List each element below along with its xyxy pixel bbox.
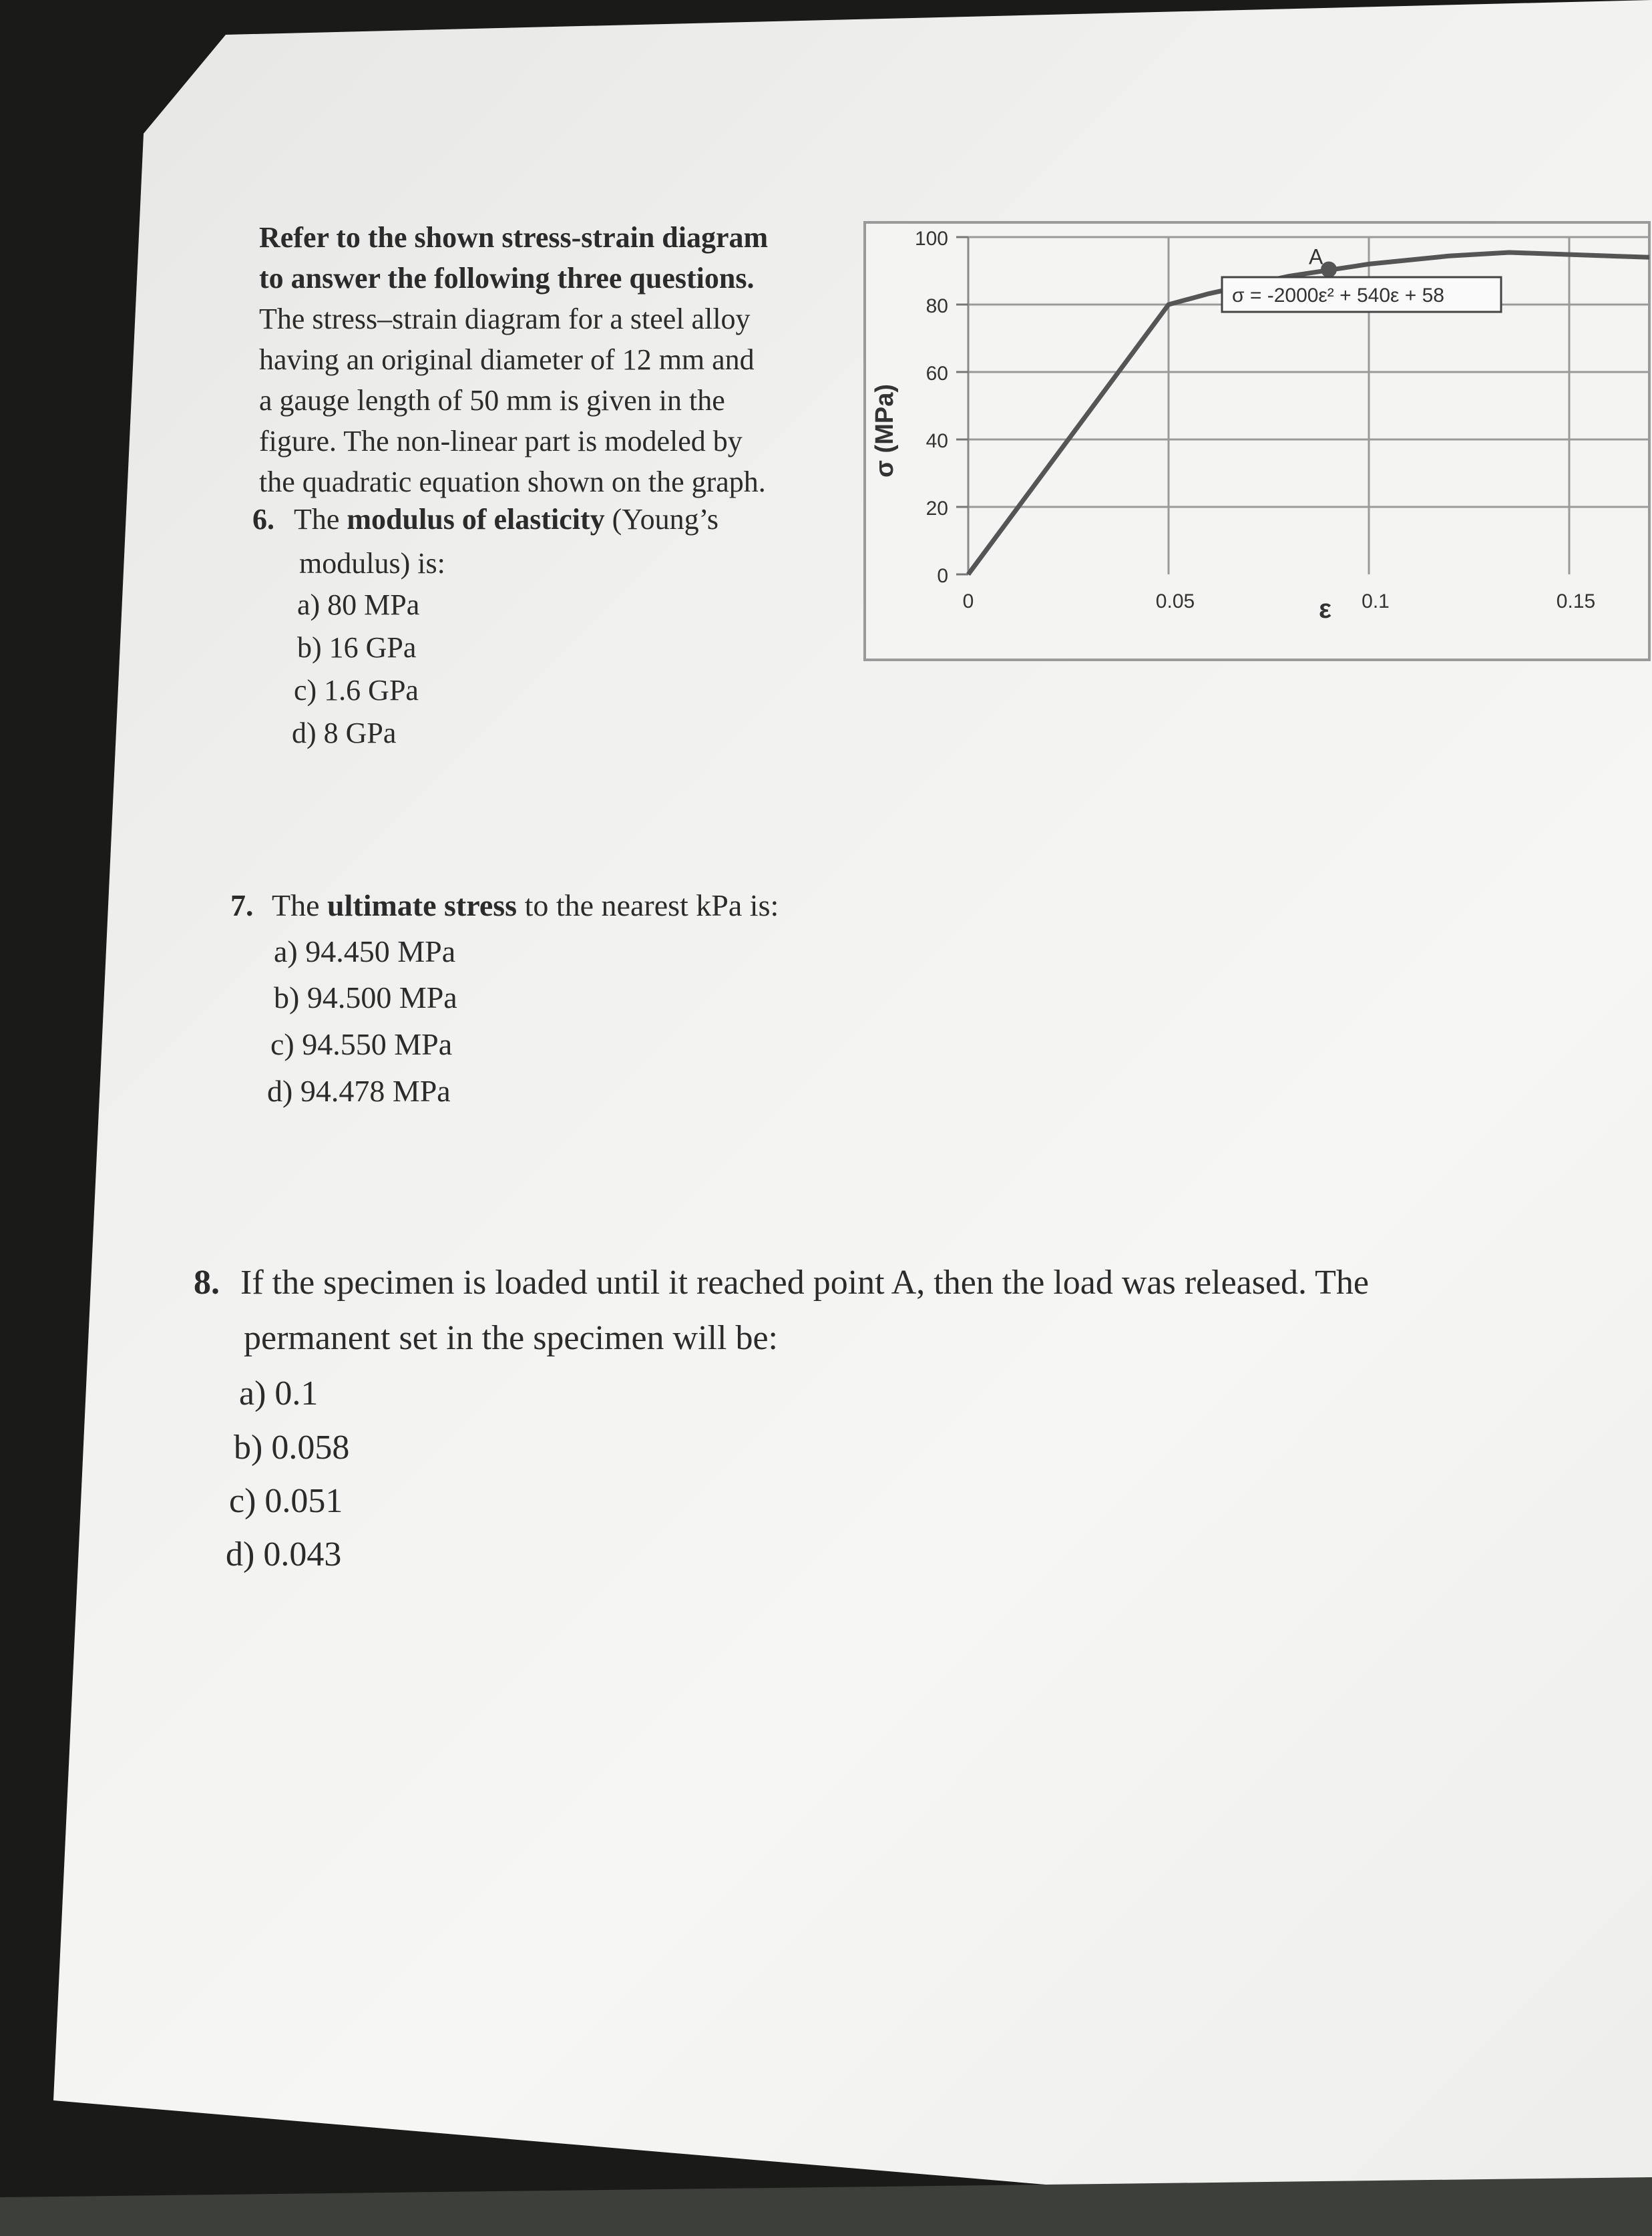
q6-line2: modulus) is: [299,547,445,580]
x-tick-label: 0 [962,590,974,612]
q7-option-b[interactable]: b) 94.500 MPa [274,980,457,1014]
q7-option-a[interactable]: a) 94.450 MPa [274,934,456,968]
stress-strain-chart [858,210,1652,665]
q6-question [252,502,718,538]
q6-option-c[interactable]: c) 1.6 GPa [294,674,419,707]
q6-number: 6. [252,503,274,536]
q8-option-b[interactable]: b) 0.058 [234,1429,350,1467]
q7-option-c[interactable]: c) 94.550 MPa [270,1027,453,1061]
q8-option-a[interactable]: a) 0.1 [239,1374,319,1413]
q6-bold: modulus of elasticity [347,503,605,536]
y-tick-label: 0 [937,565,948,587]
q6-option-d[interactable]: d) 8 GPa [292,717,397,749]
q7-number: 7. [230,888,254,922]
y-axis-label: σ (MPa) [871,384,899,478]
x-axis-label: ε [1319,594,1331,624]
y-tick-label: 20 [925,498,948,520]
intro-paragraph [259,217,768,502]
q8-line2: permanent set in the specimen will be: [244,1319,778,1357]
intro-line-2: to answer the following three questions. [259,262,755,295]
q6-option-a[interactable]: a) 80 MPa [297,588,420,621]
intro-line-7: the quadratic equation shown on the graph. [259,465,766,498]
q8-question [194,1262,1369,1304]
q7-post: to the nearest kPa is: [517,888,779,922]
q8-option-c[interactable]: c) 0.051 [229,1482,343,1520]
intro-line-1: Refer to the shown stress-strain diagram [259,221,769,254]
intro-line-3: The stress–strain diagram for a steel alloy [259,303,751,335]
q7-pre: The [272,888,328,922]
desk-edge [0,2177,1652,2236]
q8-option-d[interactable]: d) 0.043 [226,1535,342,1573]
q7-bold: ultimate stress [327,888,518,922]
x-tick-label: 0.15 [1556,590,1596,612]
q7-question [230,887,779,924]
q6-option-b[interactable]: b) 16 GPa [297,631,417,664]
equation-label: σ = -2000ε² + 540ε + 58 [1232,285,1444,307]
y-tick-label: 100 [914,228,948,250]
y-tick-label: 80 [925,295,948,317]
intro-line-6: figure. The non-linear part is modeled by [259,425,743,457]
q6-post: (Young’s [604,503,719,536]
y-tick-label: 60 [925,363,948,385]
y-tick-label: 40 [925,430,948,452]
x-tick-label: 0.05 [1155,590,1195,612]
x-tick-label: 0.1 [1362,590,1390,612]
point-a-label: A [1309,244,1323,269]
q8-number: 8. [194,1264,220,1302]
q6-pre: The [294,503,347,536]
q8-line1: If the specimen is loaded until it reached point A, then the load was released. The [240,1264,1369,1302]
point-a-marker [1321,261,1337,277]
intro-line-4: having an original diameter of 12 mm and [259,343,755,376]
intro-line-5: a gauge length of 50 mm is given in the [259,384,725,417]
q7-option-d[interactable]: d) 94.478 MPa [267,1074,451,1108]
